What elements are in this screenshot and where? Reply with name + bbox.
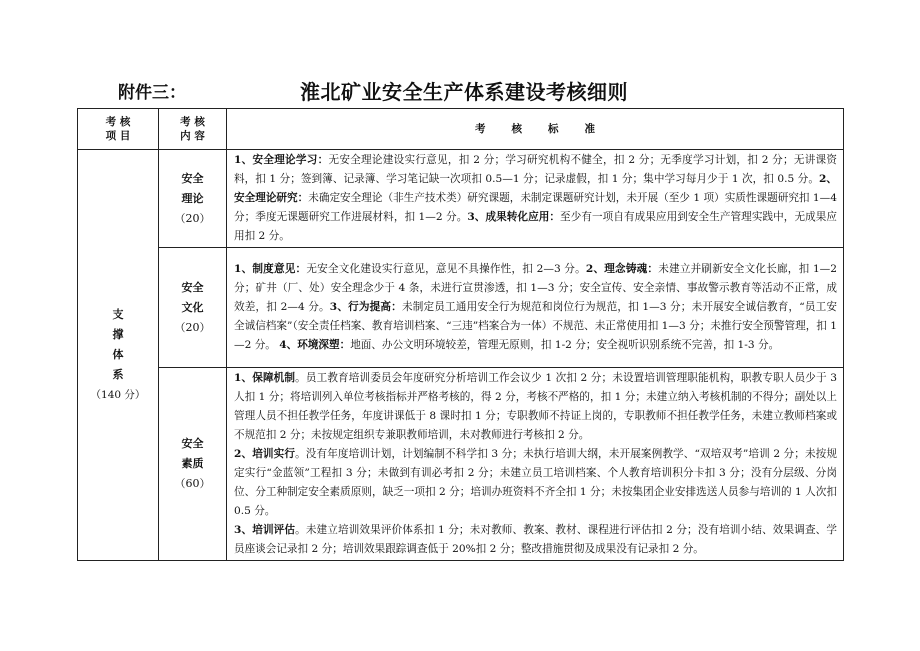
item-safety-quality xyxy=(159,368,227,561)
table-row xyxy=(78,150,844,248)
standard-heading: 1、制度意见： xyxy=(234,263,307,275)
standard-heading: 1、保障机制 xyxy=(234,372,296,384)
standard-text: 。没有年度培训计划，计划编制不科学扣 3 分；未执行培训大纲，未开展案例教学、“双培双考”培训 2 分；未按规定实行“金蓝领”工程扣 3 分；未做到有训必考扣 2 分；未建立员工培训档案、个人教育培训积分卡扣 3 分；没有分层级、分岗位、分工种制定安全素质原则，缺乏一项扣 2 分；培训办班资料不齐全扣 1 分；未按集团企业安排选送人员参与培训的 1 人次扣 0.5 分。 xyxy=(234,448,837,517)
standard-heading: 1、安全理论学习： xyxy=(234,154,329,166)
project-char: 体 xyxy=(112,348,124,361)
standard-heading: 2、培训实行 xyxy=(234,448,296,460)
project-char: 撑 xyxy=(112,328,124,341)
standard-heading: 3、成果转化应用： xyxy=(467,211,561,223)
item-name: 安全 xyxy=(181,280,204,294)
standard-text: 。员工教育培训委员会年度研究分析培训工作会议少 1 次扣 2 分；未设置培训管理职能机构，职教专职人员少于 3 人扣 1 分；将培训列入单位考核指标并严格考核的，得 2 分，考核不严格的，扣 1 分；未建立纳入考核机制的不得分；副处以上管理人员不担任教学任务，年度讲课低于 8 课时扣 1 分；专职教师不持证上岗的，专职教师不担任教学任务，未建立教师档案或不规范扣 2 分；未按规定组织专兼职教师培训，未对教师进行考核扣 2 分。 xyxy=(234,372,837,441)
project-char: 支 xyxy=(112,308,124,321)
standard-paragraph xyxy=(234,445,837,521)
item-name: 文化 xyxy=(181,300,204,314)
standard-text: 至少有一项自有成果应用到安全生产管理实践中，无成果应用扣 2 分。 xyxy=(234,211,838,242)
item-name: 安全 xyxy=(181,171,204,185)
standard-text: 无安全理论建设实行意见，扣 2 分；学习研究机构不健全，扣 2 分；无季度学习计划，扣 2 分；无讲课资料，扣 1 分；签到簿、记录簿、学习笔记缺一次项扣 0.5—1 分；记录虚假，扣 1 分；集中学习每月少于 1 次，扣 0.5 分。 xyxy=(234,154,838,185)
attachment-label: 附件三： xyxy=(118,83,186,103)
standard-safety-quality xyxy=(227,368,844,561)
standard-heading: 3、培训评估 xyxy=(234,524,296,536)
standard-text: 未确定安全理论（非生产技术类）研究课题，未制定课题研究计划，未开展（至少 1 项）实质性课题研究扣 1—4 分；季度无课题研究工作进展材料，扣 1—2 分。 xyxy=(234,192,837,223)
project-cell xyxy=(78,150,159,561)
table-header-row xyxy=(78,109,844,150)
header-project xyxy=(78,109,159,150)
standard-paragraph xyxy=(234,521,837,559)
project-char: 系 xyxy=(112,368,124,381)
standard-paragraph xyxy=(234,369,837,445)
standard-text: 未制定员工通用安全行为规范和岗位行为规范，扣 1—3 分；未开展安全诚信教育，“员工安全诚信档案”（安全责任档案、教育培训档案、“三违”档案合为一体）不规范、未正常使用扣 1—3 分；未推行安全预警管理，扣 1—2 分。 xyxy=(234,301,837,351)
item-safety-theory xyxy=(159,150,227,248)
header-content-line2: 内 容 xyxy=(180,130,205,142)
item-safety-culture xyxy=(159,248,227,368)
standard-safety-culture xyxy=(227,248,844,368)
item-score: （60） xyxy=(174,477,211,490)
standard-heading: 2、理念铸魂： xyxy=(585,263,659,275)
header-project-line2: 项 目 xyxy=(105,130,131,142)
standard-text: 未建立并刷新安全文化长廊，扣 1—2 分；矿井（厂、处）安全理念少于 4 条，未进行宣贯渗透，扣 1—3 分；安全宣传、安全亲情、事故警示教育等活动不正常，成效差，扣 2—4 分。 xyxy=(234,263,838,313)
header-content xyxy=(159,109,227,150)
item-name: 理论 xyxy=(181,191,204,205)
standard-safety-theory xyxy=(227,150,844,248)
project-score: （140 分） xyxy=(90,389,146,401)
table-row xyxy=(78,248,844,368)
standard-text: 无安全文化建设实行意见，意见不具操作性，扣 2—3 分。 xyxy=(306,263,586,275)
header-project-line1: 考 核 xyxy=(105,116,131,128)
assessment-table xyxy=(77,108,844,561)
standard-text: 地面、办公文明环境较差，管理无原则，扣 1-2 分；安全视听识别系统不完善，扣 1-3 分。 xyxy=(350,339,780,351)
item-name: 素质 xyxy=(181,457,204,470)
page-title: 淮北矿业安全生产体系建设考核细则 xyxy=(300,80,628,104)
title-row xyxy=(0,78,920,104)
item-name: 安全 xyxy=(181,437,204,450)
standard-heading: 2、安全理论研究： xyxy=(234,173,837,204)
item-score: （20） xyxy=(174,320,211,334)
table-row xyxy=(78,368,844,561)
standard-heading: 3、行为提高： xyxy=(329,301,402,313)
item-score: （20） xyxy=(174,211,211,225)
standard-text: 。未建立培训效果评价体系扣 1 分；未对教师、教案、教材、课程进行评估扣 2 分；没有培训小结、效果调查、学员座谈会记录扣 2 分；培训效果跟踪调查低于 20%扣 2 分；整改措施贯彻及成果没有记录扣 2 分。 xyxy=(234,524,837,555)
standard-heading: 4、环境深塑： xyxy=(279,339,351,351)
header-standard: 考核标准 xyxy=(227,109,844,150)
header-content-line1: 考 核 xyxy=(180,116,205,128)
